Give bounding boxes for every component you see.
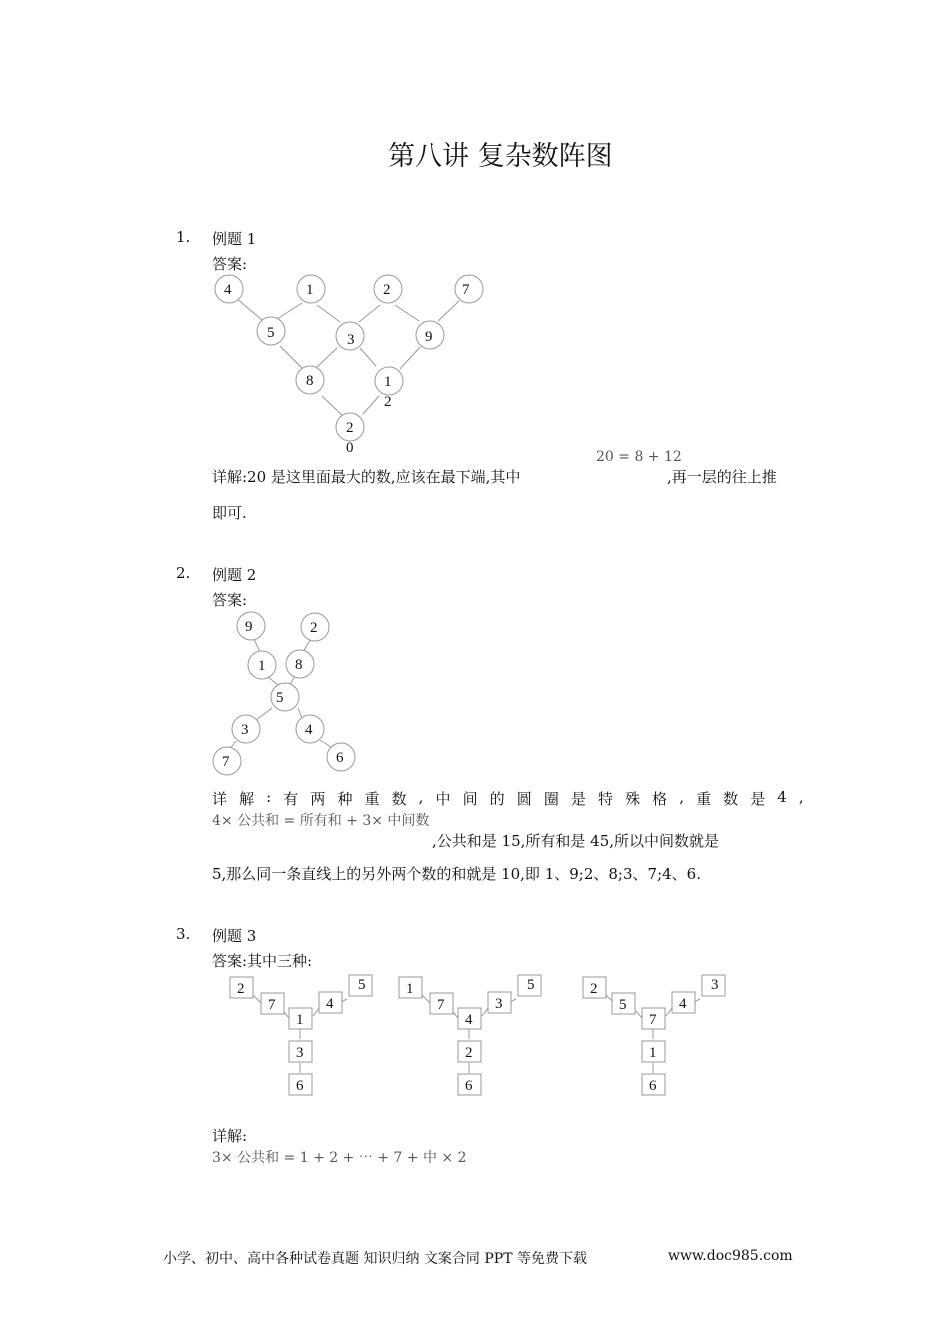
cell-number: 7 [437,997,445,1013]
detail-char: 间 [462,790,478,808]
section-3-formula: 3× 公共和 = 1 + 2 + ⋯ + 7 + 中 × 2 [212,1150,467,1166]
node-number: 4 [224,282,232,298]
cell-number: 1 [296,1012,304,1028]
node-number: 2 [346,420,354,436]
node-number: 7 [222,754,230,770]
detail-char: 圈 [543,790,559,808]
node-number: 1 [306,282,314,298]
section-1-heading: 例题 1 [212,230,257,248]
detail-char: 数 [723,790,739,808]
section-2-answer-label: 答案: [212,591,248,609]
section-2-heading: 例题 2 [212,566,257,584]
detail-char: 格 [652,790,668,808]
figure-3a-diagram [228,972,378,1098]
detail-char: 殊 [625,790,641,808]
detail-char: 是 [570,790,586,808]
detail-char: 是 [750,790,766,808]
node-number: 9 [245,619,253,635]
page-title: 第八讲 复杂数阵图 [388,141,613,172]
section-1-detail: 详解:20 是这里面最大的数,应该在最下端,其中 [212,468,521,486]
detail-char: 特 [597,790,613,808]
node-number: 3 [241,722,249,738]
cell-number: 2 [590,981,598,997]
node-number: 1 [258,658,266,674]
cell-number: 3 [495,996,503,1012]
section-3-heading: 例题 3 [212,927,257,945]
node-number: 4 [305,722,313,738]
cell-number: 1 [406,981,414,997]
node-number: 8 [295,657,303,673]
node-number: 2 [384,394,392,410]
cell-number: 7 [649,1012,657,1028]
cell-number: 1 [649,1045,657,1061]
cell-number: 2 [465,1045,473,1061]
node-number: 0 [346,440,354,456]
node-number: 8 [306,373,314,389]
section-3-number: 3. [176,925,191,943]
detail-char: , [418,788,424,806]
figure-2-diagram [205,606,365,778]
section-2-detail-justified [212,788,804,809]
detail-char: 解 [239,790,255,808]
detail-char: 重 [364,790,380,808]
cell-number: 4 [465,1012,473,1028]
footer-text: 小学、初中、高中各种试卷真题 知识归纳 文案合同 PPT 等免费下载 [163,1251,587,1267]
cell-number: 6 [296,1078,304,1094]
node-number: 7 [462,282,470,298]
detail-char: 两 [310,790,326,808]
cell-number: 5 [619,997,627,1013]
cell-number: 4 [326,996,334,1012]
node-number: 1 [384,374,392,390]
cell-number: 3 [296,1045,304,1061]
node-number: 3 [347,332,355,348]
node-number: 2 [310,620,318,636]
footer-url[interactable]: www.doc985.com [668,1248,793,1264]
detail-char: 重 [696,790,712,808]
section-1-number: 1. [176,228,191,246]
section-1-detail-line2: 即可. [212,504,247,522]
detail-char: , [798,788,804,806]
detail-char: : [266,788,272,806]
detail-char: 4 [777,788,787,806]
detail-char: 中 [435,790,451,808]
node-number: 2 [383,282,391,298]
cell-number: 6 [649,1078,657,1094]
detail-char: 详 [212,790,228,808]
detail-char: 圆 [516,790,532,808]
section-2-detail-line2: ,公共和是 15,所有和是 45,所以中间数就是 [432,832,720,850]
node-number: 6 [336,750,344,766]
figure-3b-diagram [397,972,547,1098]
cell-number: 6 [465,1078,473,1094]
node-number: 9 [425,329,433,345]
section-1-answer-label: 答案: [212,255,248,273]
section-2-number: 2. [176,564,191,582]
cell-number: 5 [527,977,535,993]
cell-number: 4 [679,996,687,1012]
cell-number: 3 [711,977,719,993]
detail-char: 种 [337,790,353,808]
cell-number: 5 [358,977,366,993]
node-number: 5 [276,690,284,706]
cell-number: 7 [268,997,276,1013]
section-1-detail-end: ,再一层的往上推 [667,468,777,486]
section-3-answer-label: 答案:其中三种: [212,952,313,970]
detail-char: , [679,788,684,806]
figure-1-diagram [205,268,505,458]
section-3-detail-label: 详解: [212,1127,248,1145]
detail-char: 数 [391,790,407,808]
section-2-formula: 4× 公共和 = 所有和 + 3× 中间数 [212,813,430,829]
section-2-detail-line3: 5,那么同一条直线上的另外两个数的和就是 10,即 1、9;2、8;3、7;4、6. [212,865,701,883]
node-number: 5 [267,325,275,341]
figure-3c-diagram [581,972,731,1098]
detail-char: 的 [489,790,505,808]
cell-number: 2 [237,981,245,997]
section-1-formula: 20 = 8 + 12 [596,449,682,465]
detail-char: 有 [283,790,299,808]
